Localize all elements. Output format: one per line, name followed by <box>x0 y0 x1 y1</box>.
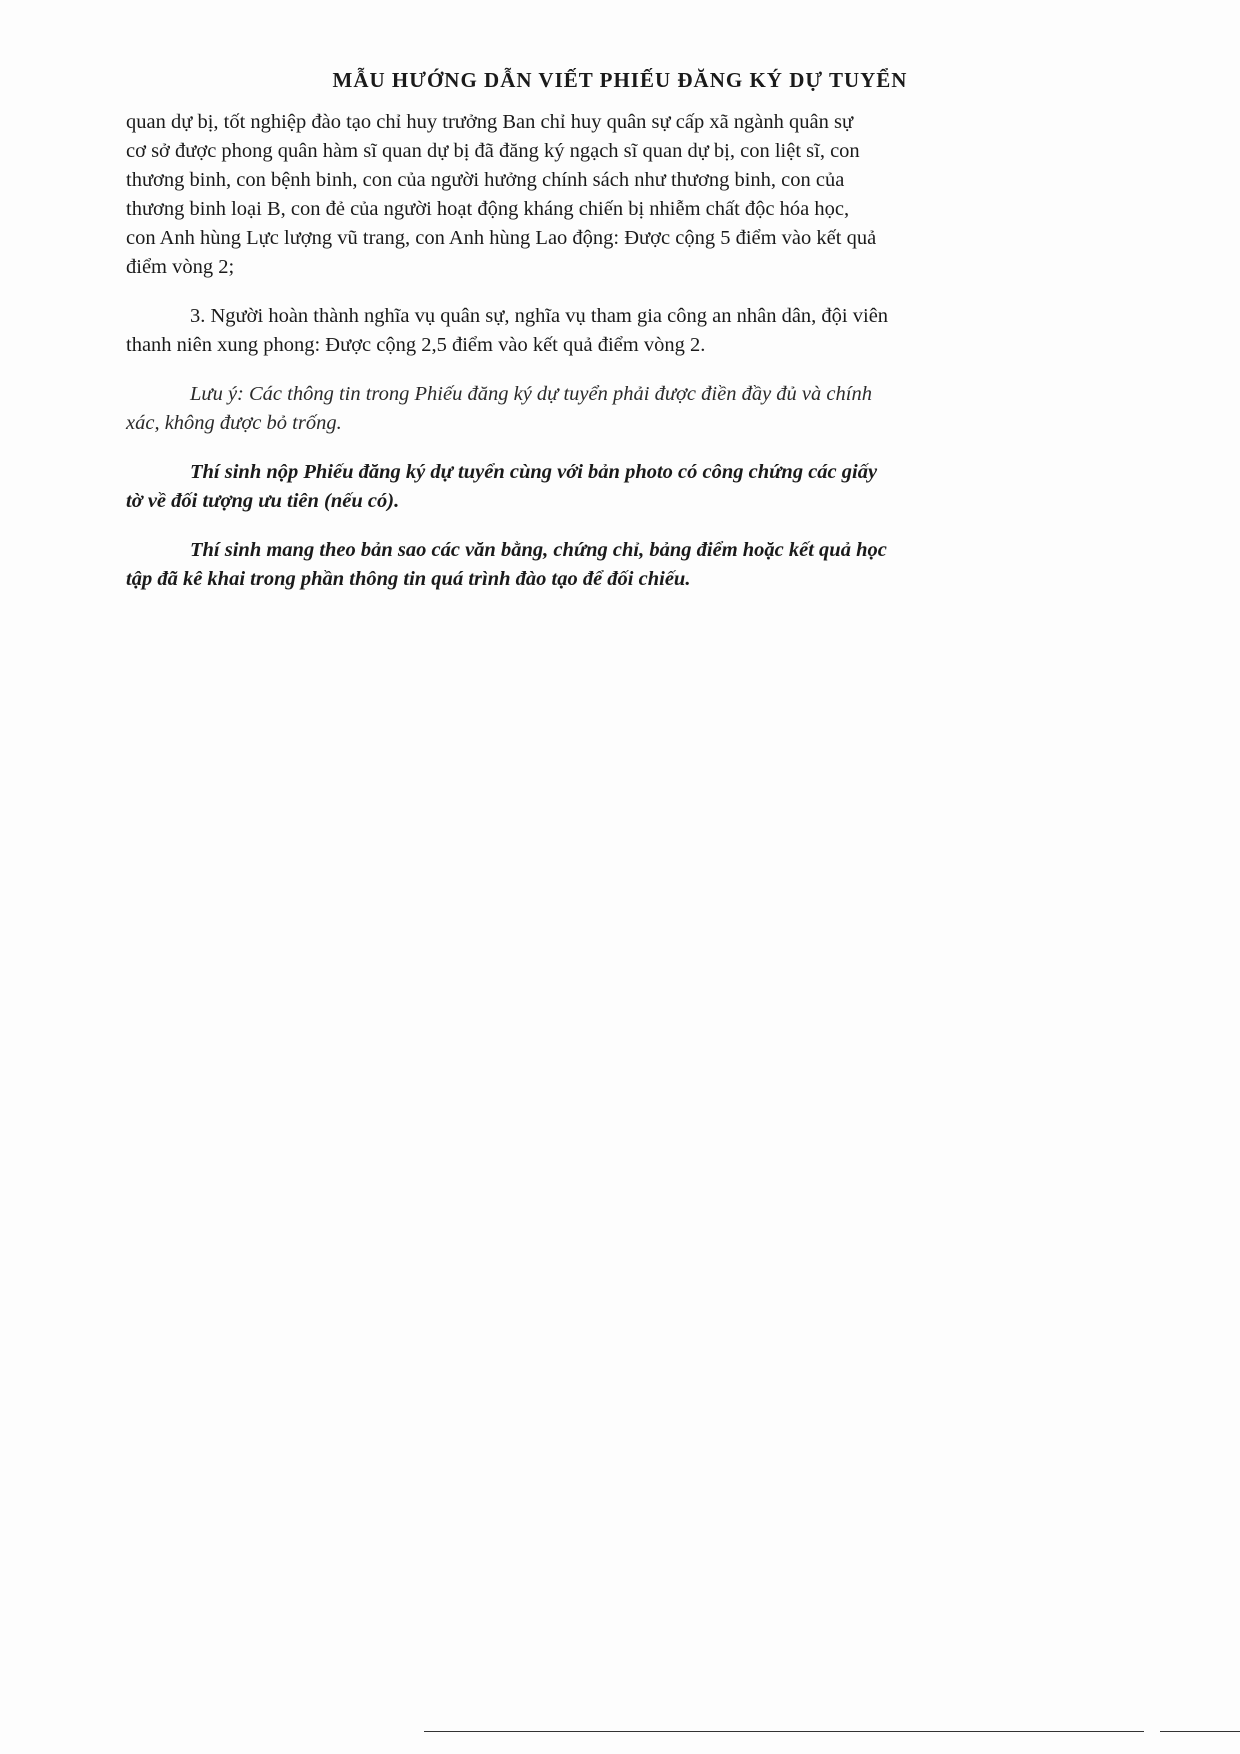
paragraph-priority-2-5-points <box>126 302 1106 360</box>
paragraph-note <box>126 380 1106 438</box>
text-line: thanh niên xung phong: Được cộng 2,5 điểm vào kết quả điểm vòng 2. <box>126 334 706 356</box>
text-line: quan dự bị, tốt nghiệp đào tạo chỉ huy trưởng Ban chỉ huy quân sự cấp xã ngành quân sự <box>126 111 854 133</box>
text-line: thương binh loại B, con đẻ của người hoạt động kháng chiến bị nhiễm chất độc hóa học, <box>126 198 850 220</box>
text-line: Lưu ý: Các thông tin trong Phiếu đăng ký dự tuyển phải được điền đầy đủ và chính <box>190 383 872 405</box>
text-line: tờ về đối tượng ưu tiên (nếu có). <box>126 490 400 512</box>
text-line: tập đã kê khai trong phần thông tin quá trình đào tạo để đối chiếu. <box>126 568 691 590</box>
footer-divider-line <box>1160 1731 1240 1732</box>
text-line: 3. Người hoàn thành nghĩa vụ quân sự, nghĩa vụ tham gia công an nhân dân, đội viên <box>190 305 889 327</box>
text-line: thương binh, con bệnh binh, con của người hưởng chính sách như thương binh, con của <box>126 169 845 191</box>
text-line: Thí sinh mang theo bản sao các văn bằng, chứng chỉ, bảng điểm hoặc kết quả học <box>190 539 887 561</box>
document-body <box>126 108 1106 614</box>
text-line: Thí sinh nộp Phiếu đăng ký dự tuyển cùng với bản photo có công chứng các giấy <box>190 461 878 483</box>
paragraph-priority-5-points <box>126 108 1106 282</box>
page-title: MẪU HƯỚNG DẪN VIẾT PHIẾU ĐĂNG KÝ DỰ TUYỂN <box>332 68 908 92</box>
text-line: con Anh hùng Lực lượng vũ trang, con Anh hùng Lao động: Được cộng 5 điểm vào kết quả <box>126 227 877 249</box>
footer-divider-line <box>424 1731 1144 1732</box>
text-line: cơ sở được phong quân hàm sĩ quan dự bị đã đăng ký ngạch sĩ quan dự bị, con liệt sĩ, con <box>126 140 860 162</box>
paragraph-documents-instruction <box>126 536 1106 594</box>
text-line: xác, không được bỏ trống. <box>126 412 342 434</box>
text-line: điểm vòng 2; <box>126 256 235 278</box>
paragraph-submission-instruction <box>126 458 1106 516</box>
